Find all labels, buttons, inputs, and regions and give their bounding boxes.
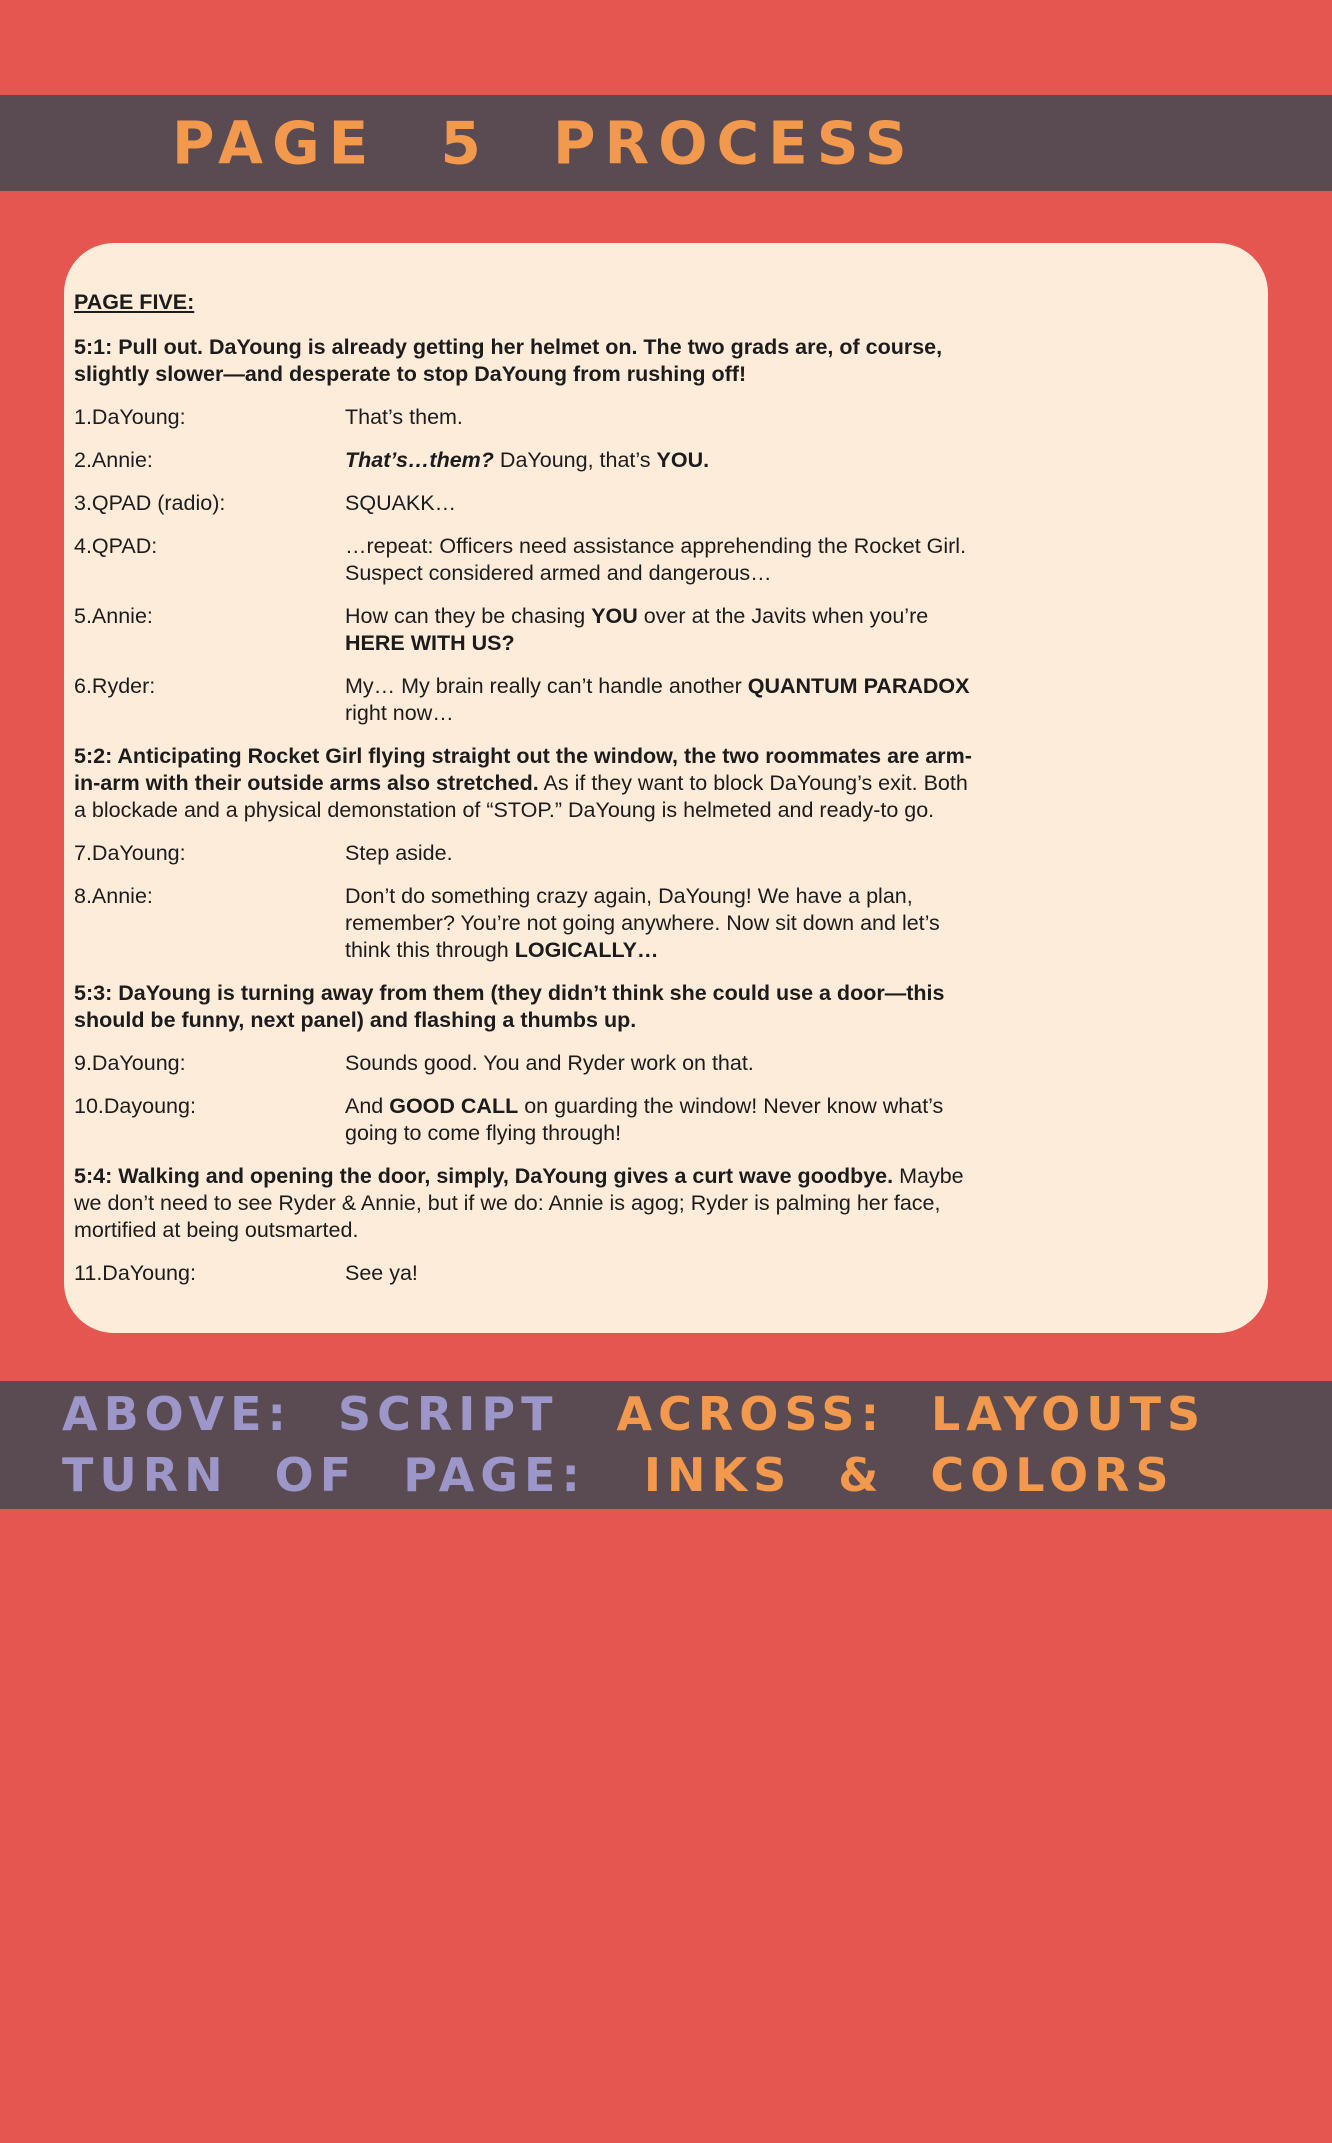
dialogue-text: [345, 490, 976, 517]
footer-line-1: [62, 1384, 1207, 1445]
text-segment: Maybe we don’t need to see Ryder & Annie, but if we do: Annie is agog; Ryder is palming her face, mortified at being outsmarted.: [74, 1164, 964, 1242]
footer-text-segment: ABOVE: SCRIPT: [62, 1387, 559, 1441]
footer-line-2: [62, 1445, 1175, 1506]
process-page: [0, 95, 1332, 2143]
speaker-label: 10.Dayoung:: [74, 1094, 196, 1118]
dialogue-line: [74, 1050, 976, 1077]
text-segment: YOU.: [656, 448, 710, 472]
dialogue-line: [74, 840, 976, 867]
dialogue-text: [345, 447, 976, 474]
text-segment: SQUAKK…: [345, 491, 457, 515]
text-segment: That’s them.: [345, 405, 463, 429]
text-segment: over at the Javits when you’re: [637, 604, 929, 628]
text-segment: 5:4: Walking and opening the door, simply, DaYoung gives a curt wave goodbye.: [74, 1164, 894, 1188]
panel-direction: [74, 334, 976, 388]
text-segment: And: [345, 1094, 390, 1118]
text-segment: DaYoung, that’s: [493, 448, 657, 472]
text-segment: 5:1: Pull out. DaYoung is already getting her helmet on. The two grads are, of course, slightly slower—and desperate to stop DaYoung from rushing off!: [74, 335, 943, 386]
text-segment: That’s…them?: [345, 448, 494, 472]
footer-text-segment: INKS & COLORS: [643, 1448, 1175, 1502]
dialogue-line: [74, 883, 976, 964]
footer-text-segment: TURN OF PAGE:: [62, 1448, 586, 1502]
text-segment: …repeat: Officers need assistance apprehending the Rocket Girl. Suspect considered armed and dangerous…: [345, 534, 967, 585]
text-segment: right now…: [345, 701, 454, 725]
footer-lines: [62, 1384, 1207, 1506]
panel-direction: [74, 743, 976, 824]
dialogue-text: [345, 533, 976, 587]
text-segment: YOU: [591, 604, 638, 628]
text-segment: 5:3: DaYoung is turning away from them (they didn’t think she could use a door—this should be funny, next panel) and flashing a thumbs up.: [74, 981, 945, 1032]
dialogue-line: [74, 404, 976, 431]
footer-banner: [0, 1381, 1332, 1509]
header-banner: [0, 95, 1332, 191]
speaker-label: 5.Annie:: [74, 604, 153, 628]
dialogue-line: [74, 533, 976, 587]
text-segment: As if they want to block DaYoung’s exit. Both a blockade and a physical demonstation of “STOP.” DaYoung is helmeted and ready-to go.: [74, 771, 968, 822]
panel-direction: [74, 1163, 976, 1244]
text-segment: Don’t do something crazy again, DaYoung! We have a plan, remember? You’re not going anywhere. Now sit down and let’s think this through: [345, 884, 940, 962]
page-title: PAGE 5 PROCESS: [172, 108, 916, 178]
speaker-label: 2.Annie:: [74, 448, 153, 472]
dialogue-text: [345, 1050, 976, 1077]
text-segment: QUANTUM PARADOX: [747, 674, 970, 698]
footer-text-segment: ACROSS: LAYOUTS: [616, 1387, 1207, 1441]
dialogue-line: [74, 1260, 976, 1287]
dialogue-line: [74, 490, 976, 517]
dialogue-text: [345, 1260, 976, 1287]
text-segment: Step aside.: [345, 841, 453, 865]
dialogue-text: [345, 1093, 976, 1147]
dialogue-text: [345, 404, 976, 431]
dialogue-text: [345, 840, 976, 867]
speaker-label: 11.DaYoung:: [74, 1261, 196, 1285]
speaker-label: 1.DaYoung:: [74, 405, 186, 429]
dialogue-line: [74, 603, 976, 657]
speaker-label: 6.Ryder:: [74, 674, 156, 698]
script-body: [74, 334, 976, 1287]
speaker-label: 9.DaYoung:: [74, 1051, 186, 1075]
speaker-label: 3.QPAD (radio):: [74, 491, 226, 515]
text-segment: on guarding the window! Never know what’s going to come flying through!: [345, 1094, 944, 1145]
dialogue-text: [345, 673, 976, 727]
dialogue-text: [345, 883, 976, 964]
text-segment: HERE WITH US?: [345, 631, 515, 655]
dialogue-line: [74, 673, 976, 727]
text-segment: See ya!: [345, 1261, 418, 1285]
text-segment: My… My brain really can’t handle another: [345, 674, 748, 698]
text-segment: GOOD CALL: [389, 1094, 519, 1118]
dialogue-text: [345, 603, 976, 657]
speaker-label: 8.Annie:: [74, 884, 153, 908]
speaker-label: 7.DaYoung:: [74, 841, 186, 865]
dialogue-line: [74, 447, 976, 474]
dialogue-line: [74, 1093, 976, 1147]
speaker-label: 4.QPAD:: [74, 534, 158, 558]
script-heading: PAGE FIVE:: [74, 290, 195, 314]
panel-direction: [74, 980, 976, 1034]
text-segment: How can they be chasing: [345, 604, 592, 628]
script-card: [64, 243, 1268, 1333]
text-segment: LOGICALLY…: [514, 938, 659, 962]
text-segment: Sounds good. You and Ryder work on that.: [345, 1051, 754, 1075]
text-segment: 5:2: Anticipating Rocket Girl flying straight out the window, the two roommates are arm-in-arm with their outside arms also stretched.: [74, 744, 972, 795]
